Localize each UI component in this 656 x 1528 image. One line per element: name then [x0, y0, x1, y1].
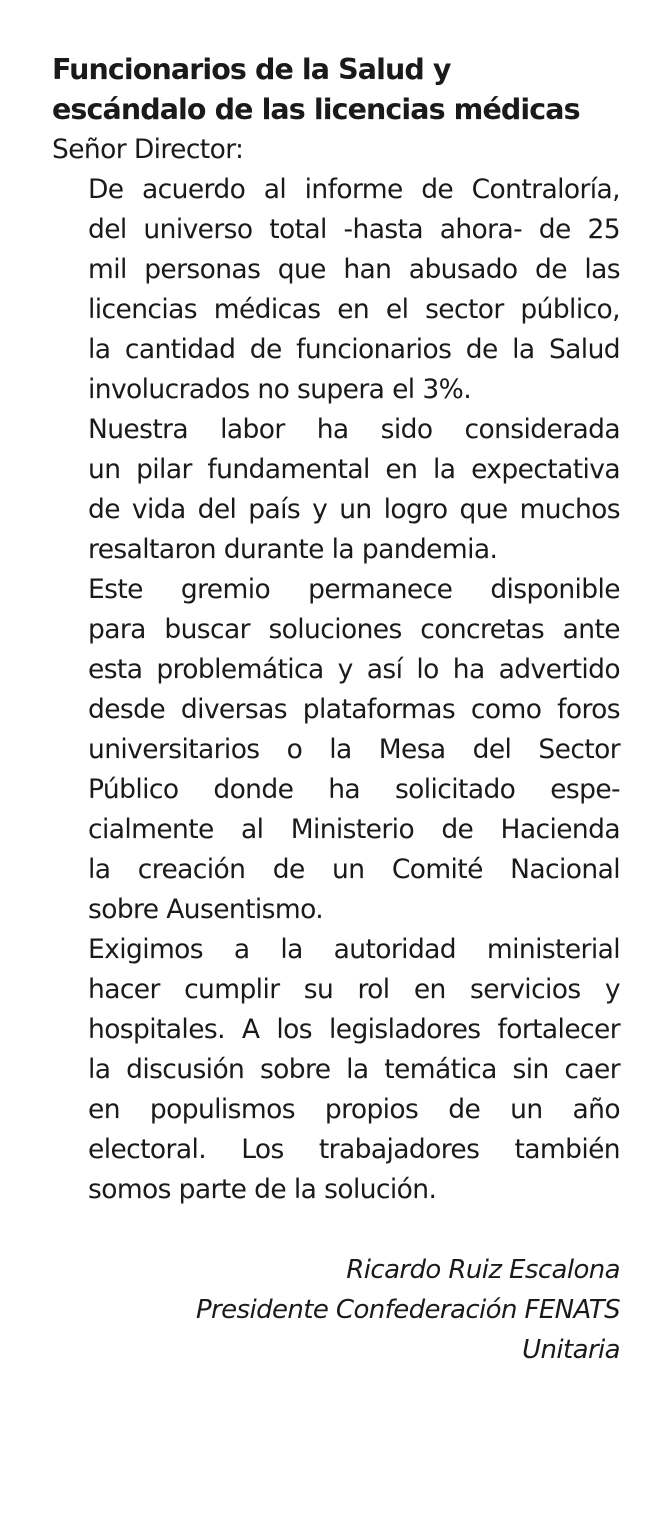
paragraph-4 [52, 930, 620, 1210]
paragraph-line: del universo total -hasta ahora- de 25 [88, 214, 620, 245]
paragraph-line: desde diversas plataformas como foros [88, 694, 620, 725]
paragraph-line: De acuerdo al informe de Contraloría, [88, 174, 620, 205]
paragraph-line: mil personas que han abusado de las [88, 254, 620, 285]
paragraph-line: licencias médicas en el sector público, [88, 294, 620, 325]
signature-title: Presidente Confederación FENATS [195, 1295, 620, 1325]
paragraph-line: involucrados no supera el 3%. [88, 374, 472, 405]
paragraph-2 [52, 410, 620, 570]
paragraph-line: Nuestra labor ha sido considerada [88, 414, 620, 445]
paragraph-1 [52, 170, 620, 410]
paragraph-line: sobre Ausentismo. [88, 894, 324, 925]
paragraph-line: universitarios o la Mesa del Sector [88, 734, 620, 765]
letter-body [52, 130, 620, 1210]
paragraph-line: Público donde ha solicitado espe- [88, 774, 620, 805]
headline [52, 50, 620, 130]
paragraph-line: Exigimos a la autoridad ministerial [88, 934, 620, 965]
paragraph-line: esta problemática y así lo ha advertido [88, 654, 620, 685]
paragraph-line: un pilar fundamental en la expectativa [88, 454, 620, 485]
paragraph-line: la creación de un Comité Nacional [88, 854, 620, 885]
headline-line-1: Funcionarios de la Salud y [52, 53, 451, 86]
signature-org: Unitaria [522, 1335, 620, 1365]
paragraph-line: de vida del país y un logro que muchos [88, 494, 620, 525]
letter-article [52, 50, 620, 1370]
paragraph-line: en populismos propios de un año [88, 1094, 620, 1125]
signature-name: Ricardo Ruiz Escalona [346, 1255, 620, 1285]
paragraph-line: la cantidad de funcionarios de la Salud [88, 334, 620, 365]
paragraph-line: resaltaron durante la pandemia. [88, 534, 498, 565]
paragraph-line: Este gremio permanece disponible [88, 574, 620, 605]
paragraph-line: hospitales. A los legisladores fortalecer [88, 1014, 620, 1045]
paragraph-line: la discusión sobre la temática sin caer [88, 1054, 620, 1085]
paragraph-3 [52, 570, 620, 930]
paragraph-line: para buscar soluciones concretas ante [88, 614, 620, 645]
paragraph-line: somos parte de la solución. [88, 1174, 437, 1205]
paragraph-line: cialmente al Ministerio de Hacienda [88, 814, 620, 845]
signature-block [52, 1250, 620, 1370]
headline-line-2: escándalo de las licencias médicas [52, 93, 580, 126]
salutation: Señor Director: [52, 134, 244, 165]
paragraph-line: electoral. Los trabajadores también [88, 1134, 620, 1165]
paragraph-line: hacer cumplir su rol en servicios y [88, 974, 620, 1005]
